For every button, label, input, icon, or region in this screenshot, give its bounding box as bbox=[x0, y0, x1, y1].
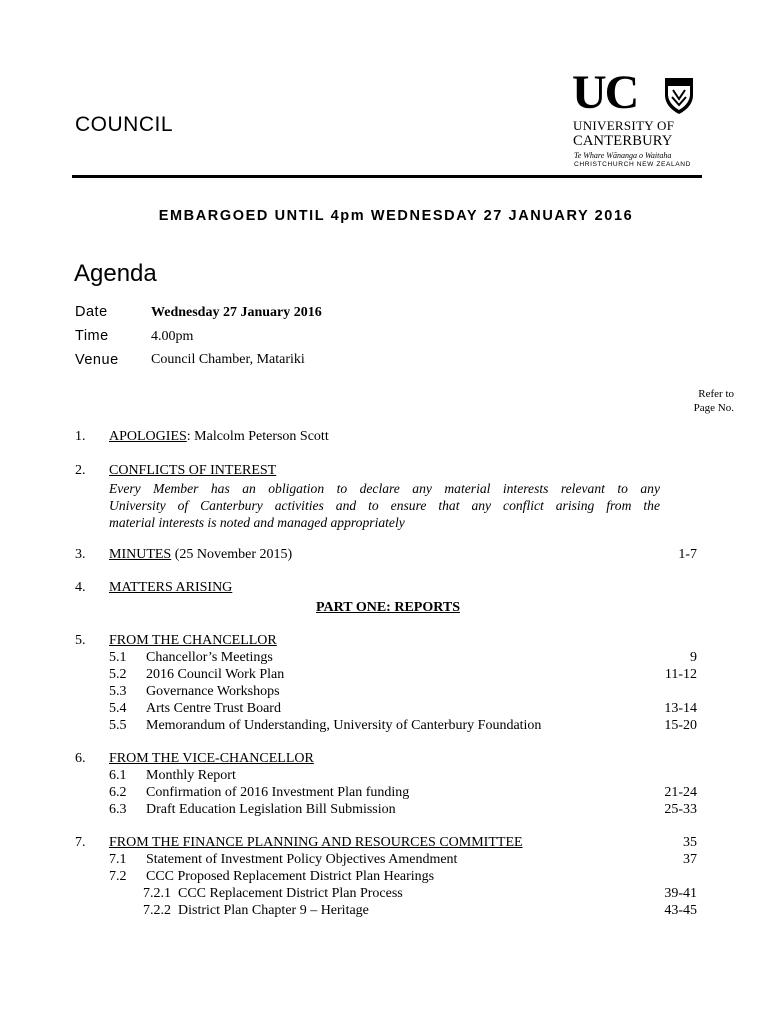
page-ref: 39-41 bbox=[664, 886, 697, 901]
date-label: Date bbox=[75, 304, 108, 320]
agenda-item-from-chancellor: FROM THE CHANCELLOR bbox=[109, 633, 277, 648]
item-number: 2. bbox=[75, 463, 86, 478]
page-ref: 15-20 bbox=[664, 718, 697, 733]
refer-line-1: Refer to bbox=[698, 388, 734, 400]
venue-label: Venue bbox=[75, 352, 119, 368]
sub-item-text: Confirmation of 2016 Investment Plan funding bbox=[146, 785, 410, 800]
page-ref: 9 bbox=[690, 650, 697, 665]
sub-item-text: 2016 Council Work Plan bbox=[146, 667, 285, 682]
time-value: 4.00pm bbox=[151, 329, 194, 344]
item-number: 6. bbox=[75, 751, 86, 766]
sub-item-text: CCC Proposed Replacement District Plan Hearings bbox=[146, 869, 435, 884]
section-heading-part-one: PART ONE: REPORTS bbox=[316, 600, 460, 615]
sub-item-text: Draft Education Legislation Bill Submission bbox=[146, 802, 396, 817]
page-title: COUNCIL bbox=[75, 113, 174, 136]
agenda-item-matters-arising: MATTERS ARISING bbox=[109, 580, 233, 595]
sub-item-text: Chancellor’s Meetings bbox=[146, 650, 273, 665]
logo-letters: UC bbox=[572, 66, 638, 119]
sub-item-number: 7.2 bbox=[109, 869, 127, 884]
sub-item-number: 5.2 bbox=[109, 667, 127, 682]
item-title: MINUTES bbox=[109, 547, 172, 562]
note-line: University of Canterbury activities and to ensure that any conflict arising from the bbox=[109, 498, 660, 513]
sub-item-number: 5.5 bbox=[109, 718, 127, 733]
agenda-item-finance-planning-resources: FROM THE FINANCE PLANNING AND RESOURCES COMMITTEE bbox=[109, 835, 523, 850]
sub-item-text: Arts Centre Trust Board bbox=[146, 701, 281, 716]
item-detail: (25 November 2015) bbox=[171, 547, 293, 562]
university-logo bbox=[572, 66, 700, 183]
sub-sub-item-text: CCC Replacement District Plan Process bbox=[178, 886, 403, 901]
item-number: 4. bbox=[75, 580, 86, 595]
page-ref: 43-45 bbox=[664, 903, 697, 918]
sub-sub-item-number: 7.2.1 bbox=[143, 886, 171, 901]
crest-shield-icon bbox=[664, 77, 694, 115]
refer-line-2: Page No. bbox=[693, 402, 734, 414]
logo-line-maori-name: Te Whare Wānanga o Waitaha bbox=[574, 151, 672, 160]
item-title: APOLOGIES bbox=[109, 429, 187, 444]
sub-item-number: 5.1 bbox=[109, 650, 127, 665]
item-number: 1. bbox=[75, 429, 86, 444]
sub-sub-item-number: 7.2.2 bbox=[143, 903, 171, 918]
sub-item-number: 5.4 bbox=[109, 701, 127, 716]
time-label: Time bbox=[75, 328, 109, 344]
refer-to-page-header bbox=[640, 387, 734, 415]
note-line: Every Member has an obligation to declare any material interests relevant to any bbox=[109, 481, 660, 496]
agenda-item-from-vice-chancellor: FROM THE VICE-CHANCELLOR bbox=[109, 751, 314, 766]
sub-item-text: Statement of Investment Policy Objectives Amendment bbox=[146, 852, 458, 867]
embargo-notice: EMBARGOED UNTIL 4pm WEDNESDAY 27 JANUARY 2016 bbox=[158, 208, 634, 224]
sub-item-number: 5.3 bbox=[109, 684, 127, 699]
agenda-item-minutes bbox=[109, 547, 292, 563]
page-ref: 25-33 bbox=[664, 802, 697, 817]
sub-sub-item bbox=[143, 903, 369, 919]
sub-item-number: 6.3 bbox=[109, 802, 127, 817]
logo-line-location: CHRISTCHURCH NEW ZEALAND bbox=[574, 161, 691, 168]
header-divider bbox=[72, 175, 702, 178]
page-ref: 35 bbox=[683, 835, 697, 850]
sub-item-number: 7.1 bbox=[109, 852, 127, 867]
item-number: 7. bbox=[75, 835, 86, 850]
venue-value: Council Chamber, Matariki bbox=[151, 352, 305, 367]
item-number: 3. bbox=[75, 547, 86, 562]
sub-item-number: 6.2 bbox=[109, 785, 127, 800]
page-ref: 13-14 bbox=[664, 701, 697, 716]
sub-sub-item-text: District Plan Chapter 9 – Heritage bbox=[178, 903, 369, 918]
sub-sub-item bbox=[143, 886, 403, 902]
agenda-item-apologies bbox=[109, 429, 329, 445]
logo-line-university-of: UNIVERSITY OF bbox=[573, 118, 675, 133]
page-ref: 37 bbox=[683, 852, 697, 867]
logo-line-canterbury: CANTERBURY bbox=[573, 133, 673, 149]
conflicts-note bbox=[109, 480, 660, 531]
sub-item-text: Monthly Report bbox=[146, 768, 236, 783]
agenda-heading: Agenda bbox=[74, 260, 157, 287]
page-ref: 11-12 bbox=[664, 667, 697, 682]
item-number: 5. bbox=[75, 633, 86, 648]
sub-item-text: Memorandum of Understanding, University of Canterbury Foundation bbox=[146, 718, 542, 733]
date-value: Wednesday 27 January 2016 bbox=[151, 305, 322, 320]
item-detail: : Malcolm Peterson Scott bbox=[186, 429, 329, 444]
page-ref: 21-24 bbox=[664, 785, 697, 800]
note-line: material interests is noted and managed appropriately bbox=[109, 515, 405, 530]
page-ref: 1-7 bbox=[678, 547, 697, 562]
sub-item-text: Governance Workshops bbox=[146, 684, 280, 699]
agenda-item-conflicts-of-interest: CONFLICTS OF INTEREST bbox=[109, 463, 277, 478]
sub-item-number: 6.1 bbox=[109, 768, 127, 783]
